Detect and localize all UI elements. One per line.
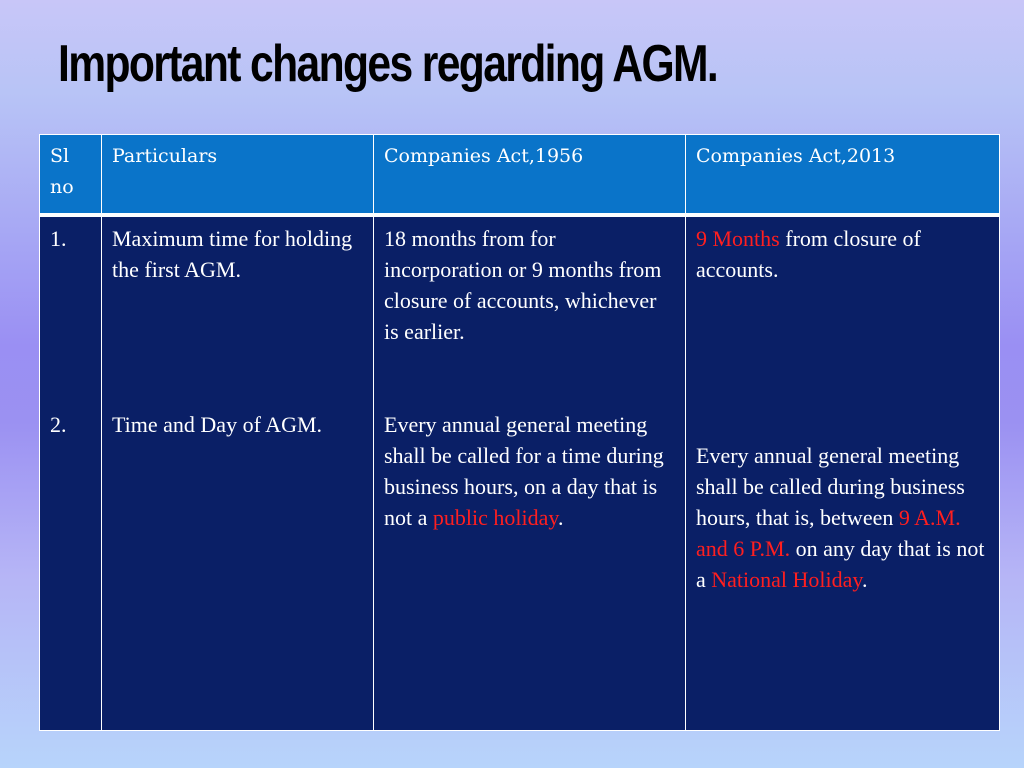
act-2013-cell bbox=[686, 215, 1000, 731]
particulars-cell bbox=[102, 215, 374, 731]
row-1-act-2013-text: from closure of accounts. bbox=[696, 226, 921, 282]
nine-months-highlight: 9 Months bbox=[696, 226, 780, 251]
act-1956-cell bbox=[374, 215, 686, 731]
row-1-act-2013 bbox=[696, 226, 921, 282]
row-1-number: 1. bbox=[50, 226, 67, 251]
row-2-act-2013-end: . bbox=[861, 567, 868, 592]
row-2-act-1956-text: Every annual general meeting shall be called for a time during business hours, on a day that is not a bbox=[384, 412, 664, 530]
header-particulars: Particulars bbox=[102, 135, 374, 216]
row-2-particular: Time and Day of AGM. bbox=[112, 412, 323, 437]
table-header-row bbox=[40, 135, 1000, 216]
row-2-number: 2. bbox=[50, 412, 67, 437]
sl-no-cell bbox=[40, 215, 102, 731]
row-1-particular: Maximum time for holding the first AGM. bbox=[112, 226, 353, 282]
row-2-act-2013 bbox=[696, 443, 984, 592]
row-2-act-1956-end: . bbox=[557, 505, 564, 530]
row-1-act-1956: 18 months from for incorporation or 9 months from closure of accounts, whichever is earlier. bbox=[384, 226, 662, 344]
header-act-2013: Companies Act,2013 bbox=[686, 135, 1000, 216]
row-2-act-2013-mid: on any day that is not a bbox=[696, 536, 985, 592]
public-holiday-highlight: public holiday bbox=[432, 505, 558, 530]
row-2-act-1956 bbox=[384, 412, 664, 530]
table-body-row bbox=[40, 215, 1000, 731]
header-act-1956: Companies Act,1956 bbox=[374, 135, 686, 216]
header-sl-no: Sl no bbox=[40, 135, 102, 216]
slide-title: Important changes regarding AGM. bbox=[58, 35, 718, 93]
national-holiday-highlight: National Holiday bbox=[711, 567, 862, 592]
row-2-act-2013-text: Every annual general meeting shall be called during business hours, that is, between bbox=[696, 443, 965, 530]
business-hours-highlight: 9 A.M. and 6 P.M. bbox=[696, 505, 961, 561]
agm-comparison-table bbox=[39, 134, 1000, 731]
